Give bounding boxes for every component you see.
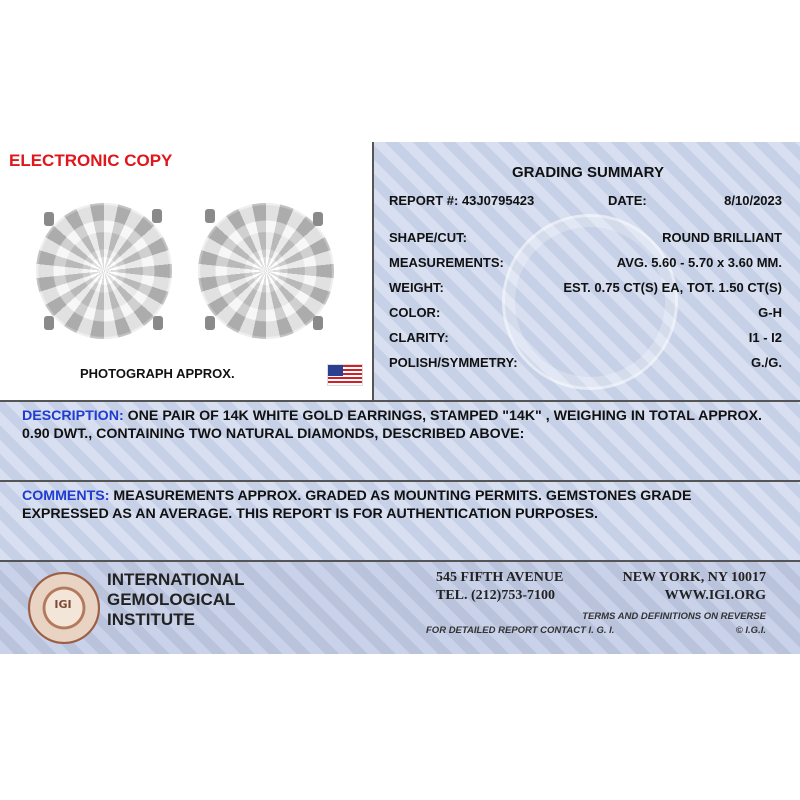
institute-name [107,570,245,630]
row-value: AVG. 5.60 - 5.70 x 3.60 MM. [616,255,782,270]
address-block [436,570,766,606]
row-label: COLOR: [389,305,441,320]
terms-block [426,611,766,639]
igi-seal-watermark-icon [502,214,678,390]
prong [153,316,163,330]
prong [313,212,323,226]
report-date: 8/10/2023 [724,193,782,208]
terms-note: TERMS AND DEFINITIONS ON REVERSE [582,611,766,622]
photo-panel [0,142,370,400]
description-key: DESCRIPTION: [22,408,124,424]
prong [44,212,54,226]
prong [44,316,54,330]
telephone: TEL. (212)753-7100 [436,588,555,603]
footer [0,560,800,654]
institute-line: INSTITUTE [107,610,195,629]
electronic-copy-stamp: ELECTRONIC COPY [9,151,173,170]
prong [205,209,215,223]
institute-line: INTERNATIONAL [107,570,245,589]
row-label: CLARITY: [389,330,449,345]
grading-summary-panel [372,142,800,400]
row-label: WEIGHT: [389,280,444,295]
comments-key: COMMENTS: [22,488,110,504]
date-label: DATE: [608,193,647,208]
row-value: I1 - I2 [748,330,782,345]
row-label: POLISH/SYMMETRY: [389,355,518,370]
prong [313,316,323,330]
city: NEW YORK, NY 10017 [622,570,766,585]
diamond-left-image [36,203,172,339]
comments-body: MEASUREMENTS APPROX. GRADED AS MOUNTING PERMITS. GEMSTONES GRADE EXPRESSED AS AN AVERAGE. THIS REPORT IS FOR AUTHENTICATION PURPOSES. [22,488,692,522]
description-body: ONE PAIR OF 14K WHITE GOLD EARRINGS, STAMPED "14K" , WEIGHING IN TOTAL APPROX. 0.90 DWT., CONTAINING TWO NATURAL DIAMONDS, DESCRIBED ABOVE: [22,408,762,442]
row-label: MEASUREMENTS: [389,255,504,270]
contact-note: FOR DETAILED REPORT CONTACT I. G. I. [426,625,615,636]
row-value: G./G. [750,355,782,370]
us-flag-icon [327,364,363,386]
photo-caption: PHOTOGRAPH APPROX. [80,366,235,381]
prong [152,209,162,223]
description-text [22,407,762,443]
row-label: SHAPE/CUT: [389,230,468,245]
copyright: © I.G.I. [735,625,766,636]
institute-line: GEMOLOGICAL [107,590,236,609]
row-value: EST. 0.75 CT(S) EA, TOT. 1.50 CT(S) [563,280,782,295]
comments-text [22,487,762,523]
report-number: REPORT #: 43J0795423 [389,193,535,208]
comments-section [0,480,800,562]
street-address: 545 FIFTH AVENUE [436,570,564,585]
row-value: ROUND BRILLIANT [662,230,782,245]
description-section [0,400,800,482]
igi-report-card [0,142,800,652]
igi-seal-logo-icon: IGI [28,572,100,644]
prong [205,316,215,330]
grading-summary-title: GRADING SUMMARY [512,164,664,181]
website-link[interactable]: WWW.IGI.ORG [664,588,766,603]
row-value: G-H [758,305,782,320]
